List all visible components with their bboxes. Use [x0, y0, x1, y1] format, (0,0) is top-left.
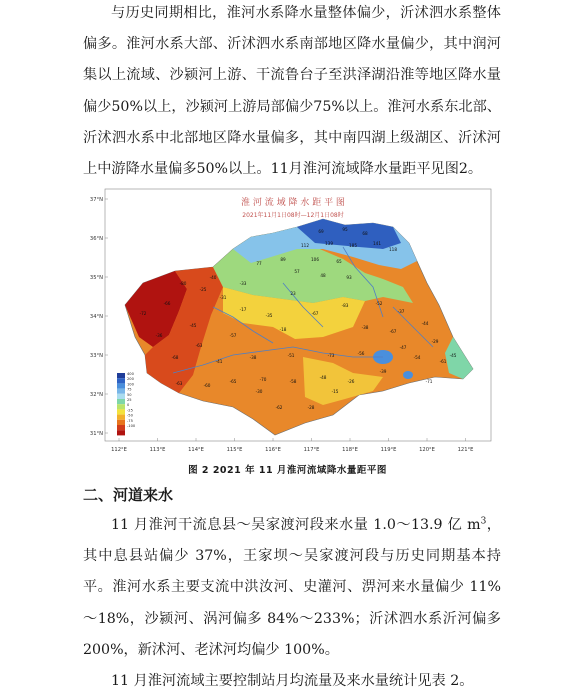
longitude-label: 116°E: [265, 447, 281, 453]
station-value: -80: [179, 281, 187, 286]
latitude-label: 31°N: [89, 431, 103, 437]
map-title: 淮 河 流 域 降 水 距 平 图: [241, 198, 345, 208]
station-value: -15: [331, 389, 339, 394]
station-value: -72: [139, 311, 147, 316]
longitude-label: 118°E: [342, 447, 358, 453]
station-value: -38: [249, 355, 257, 360]
longitude-label: 121°E: [457, 447, 474, 453]
para2-text-b: ，其中息县站偏少 37%，王家坝～吴家渡河段与历史同期基本持平。淮河水系主要支流中洪汝河、史灌河、淠河来水量偏少 11%～18%，沙颍河、涡河偏多 84%～233%；沂沭泗水系沂河偏多 200%，新沭河、老沭河均偏少 100%。: [83, 517, 501, 658]
station-value: -56: [357, 351, 365, 356]
station-value: -60: [203, 383, 211, 388]
station-value: 118: [389, 247, 397, 252]
station-value: -83: [341, 303, 349, 308]
station-value: -33: [239, 281, 247, 286]
latitude-label: 32°N: [89, 392, 103, 398]
station-value: -41: [215, 359, 223, 364]
legend-swatch: [117, 383, 125, 388]
paragraph-table-reference: 11 月淮河流域主要控制站月均流量及来水量统计见表 2。: [111, 673, 474, 689]
station-value: 95: [342, 227, 348, 232]
station-value: -37: [397, 309, 405, 314]
station-value: -66: [163, 301, 171, 306]
latitude-label: 34°N: [89, 314, 103, 320]
legend-label: -75: [127, 418, 133, 423]
station-value: -51: [287, 353, 295, 358]
map-subtitle: 2021年11月1日08时—12月1日08时: [242, 212, 344, 219]
station-value: -28: [307, 405, 315, 410]
station-value: 23: [290, 291, 296, 296]
station-value: -25: [199, 287, 207, 292]
station-value: -70: [259, 377, 267, 382]
legend-swatch: [117, 420, 125, 425]
station-value: -52: [375, 301, 383, 306]
latitude-label: 35°N: [89, 275, 103, 281]
station-value: 48: [320, 273, 326, 278]
station-value: -40: [209, 275, 217, 280]
station-value: -71: [425, 379, 433, 384]
station-value: 57: [294, 269, 300, 274]
station-value: -62: [275, 405, 283, 410]
station-value: -31: [219, 295, 227, 300]
station-value: -48: [319, 375, 327, 380]
station-value: 93: [346, 275, 352, 280]
para2-text-a: 11 月淮河干流息县～吴家渡河段来水量 1.0～13.9 亿 m: [111, 517, 481, 533]
gaoyou-lake: [403, 371, 413, 379]
legend-swatch: [117, 430, 125, 435]
legend-swatch: [117, 389, 125, 394]
legend-label: 100: [127, 382, 134, 387]
station-value: -38: [361, 325, 369, 330]
station-value: -44: [421, 321, 429, 326]
legend-swatch: [117, 399, 125, 404]
section-heading: 二、河道来水: [83, 486, 174, 504]
figure-caption: 图 2 2021 年 11 月淮河流域降水量距平图: [188, 465, 387, 476]
legend-label: 75: [127, 387, 132, 392]
station-value: -18: [279, 327, 287, 332]
legend-label: 25: [127, 398, 132, 402]
longitude-label: 114°E: [188, 447, 204, 453]
legend-swatch: [117, 409, 125, 414]
longitude-label: 115°E: [226, 447, 243, 453]
station-value: -45: [189, 323, 197, 328]
station-value: -57: [229, 333, 237, 338]
station-value: -61: [439, 359, 447, 364]
legend-label: 50: [127, 392, 132, 397]
station-value: 112: [301, 243, 309, 248]
station-value: -29: [431, 339, 439, 344]
station-value: -73: [327, 353, 335, 358]
station-value: -45: [449, 353, 457, 358]
legend-swatch: [117, 404, 125, 409]
station-value: -30: [255, 389, 263, 394]
latitude-label: 36°N: [89, 236, 103, 242]
station-value: -63: [175, 381, 183, 386]
legend-swatch: [117, 394, 125, 399]
station-value: 69: [318, 229, 324, 234]
station-value: -68: [171, 355, 179, 360]
legend-label: -25: [127, 408, 133, 413]
para2-superscript: 3: [480, 516, 487, 527]
station-value: -47: [399, 345, 407, 350]
longitude-label: 119°E: [380, 447, 397, 453]
station-value: 106: [311, 257, 319, 262]
station-value: 89: [280, 257, 286, 262]
latitude-label: 37°N: [89, 197, 103, 203]
station-value: -63: [195, 343, 203, 348]
legend-swatch: [117, 415, 125, 420]
station-value: -67: [311, 311, 319, 316]
station-value: -26: [347, 379, 355, 384]
station-value: 139: [325, 241, 333, 246]
longitude-label: 117°E: [303, 447, 320, 453]
legend-label: 400: [127, 372, 134, 376]
station-value: -17: [239, 307, 247, 312]
station-value: -36: [155, 333, 163, 338]
legend-label: 200: [127, 377, 134, 382]
station-value: 77: [256, 261, 262, 266]
legend-swatch: [117, 425, 125, 430]
station-value: -65: [229, 379, 237, 384]
station-value: 65: [336, 259, 342, 264]
precipitation-anomaly-map: [83, 187, 493, 459]
station-value: -58: [289, 379, 297, 384]
station-value: -39: [379, 369, 387, 374]
station-value: -67: [389, 329, 397, 334]
longitude-label: 113°E: [149, 447, 166, 453]
legend-label: 0: [127, 403, 130, 408]
paragraph-precipitation-summary: 与历史同期相比，淮河水系降水量整体偏少，沂沭泗水系整体偏多。淮河水系大部、沂沭泗水系南部地区降水量偏少，其中润河集以上流域、沙颍河上游、干流鲁台子至洪泽湖沿淮等地区降水量偏少50%以上，沙颍河上游局部偏少75%以上。淮河水系东北部、沂沭泗水系中北部地区降水量偏多，其中南四湖上级湖区、沂沭河上中游降水量偏多50%以上。11月淮河流域降水量距平见图2。: [83, 5, 501, 178]
legend-label: -50: [127, 413, 133, 418]
legend-swatch: [117, 373, 125, 378]
longitude-label: 112°E: [111, 447, 127, 453]
station-value: -35: [265, 313, 273, 318]
latitude-label: 33°N: [89, 353, 103, 359]
longitude-label: 120°E: [419, 447, 435, 453]
station-value: -54: [413, 355, 421, 360]
station-value: 185: [349, 243, 357, 248]
legend-swatch: [117, 378, 125, 383]
paragraph-river-inflow: [83, 510, 501, 666]
station-value: 68: [362, 231, 368, 236]
legend-label: -100: [127, 424, 136, 428]
station-value: 141: [373, 241, 381, 246]
